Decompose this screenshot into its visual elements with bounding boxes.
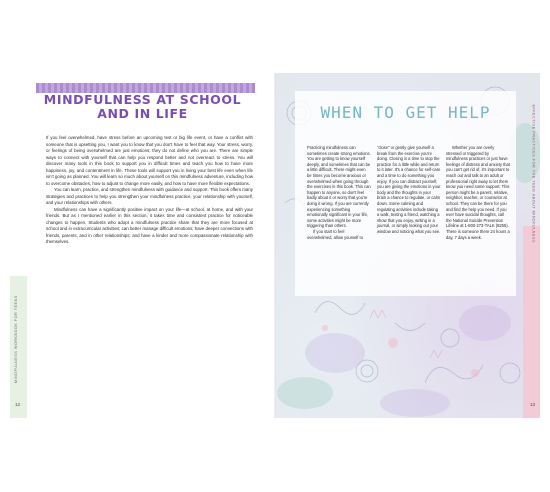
title-line-1: MINDFULNESS AT SCHOOL [43,92,242,107]
paragraph: If you start to feel overwhelmed, allow yourself to [307,228,363,240]
text-column-1 [307,145,371,240]
right-page-title: WHEN TO GET HELP [320,103,491,122]
page-number-right: 13 [529,402,535,407]
book-spread [10,73,540,418]
left-body-text [46,135,253,246]
page-number-left: 12 [15,402,21,407]
left-side-strip [10,276,27,418]
right-page [275,73,540,418]
paragraph: You can learn, practice, and strengthen mindfulness with guidance and support. This book offers many strategies and practices to help you strengthen your mindfulness practice, your relationship with yourself, and your relationships with others. [46,187,253,205]
book-gutter [274,73,276,418]
paragraph: Practicing mindfulness can sometimes create strong emotions. You are getting to know yourself deeply, and sometimes that can be a little difficult. There might even be times you become anxious or overwhelmed when going through the exercises in this book. This can happen to anyone, so don't feel badly about it or worry that you're doing it wrong. If you are currently experiencing something emotionally significant in your life, some activities might be more triggering than others. [307,145,371,229]
help-callout-box [295,91,516,296]
paragraph: Mindfulness can have a significantly positive impact on your life—at school, at home, and with your friends. But as I mentioned earlier in this section, it takes time and consistent practice for noticeable changes to happen. Students who adopt a mindfulness practice share that they are more focused at school and in extracurricular activities; can better manage difficult emotions; have deeper connections with friends, parents, and in other relationships; and have a kinder and more compassionate relationship with themselves. [46,206,253,244]
text-column-2 [377,145,441,235]
right-side-strip [523,226,540,418]
paragraph: If you feel overwhelmed, have stress before an upcoming test or big life event, or have a conflict with someone that is upsetting you, I want you to know that you don't have to feel that way. Your stress, worry, or feelings of being overwhelmed are just emotions; they do not define who you are. There are simple ways to connect with yourself that can help you respond better and not overreact to stress. You will discover many tools in this book to support you in difficult times and teach you how to have more happiness, joy, and contentment in life. These tools will support you in living your best life even when life isn't going as planned. You will learn so much about yourself on this mindfulness adventure, including how to overcome obstacles, how to adjust to change more easily, and how to have more flexible expectations. [46,135,253,186]
left-running-head: MINDFULNESS WORKBOOK FOR TEENS [14,295,18,383]
paragraph: Whether you are overly stressed or triggered by mindfulness practices or just have feelings of distress and anxiety that you can't get rid of, it's important to reach out and talk to an adult or professional right away to let them know you need some support. This person might be a parent, relative, neighbor, teacher, or counselor at school. They can be there for you and find the help you need. If you ever have suicidal thoughts, call the National Suicide Prevention Lifeline at 1-800-273-TALK (8255). There is someone there 24 hours a day, 7 days a week. [446,145,510,240]
right-running-head: EFFECTIVE PRACTICES FOR THE TEEN ABOUT MINDFULNESS [531,104,535,243]
paragraph: "close" or gently give yourself a break from the exercise you're doing. Closing is a time to stop the practice for a little while and return to it later. It's a chance for self-care and a time to do something you enjoy. If you can distract yourself, you are giving the emotions in your body and the thoughts in your brain a chance to regulate, or calm down. Some calming and regulating activities include taking a walk, texting a friend, watching a show that you enjoy, writing in a journal, or simply looking out your window and noticing what you see. [377,145,441,234]
title-line-2: AND IN LIFE [97,106,188,121]
text-column-3 [446,145,510,240]
left-page-title [40,93,245,121]
left-page [10,73,275,418]
